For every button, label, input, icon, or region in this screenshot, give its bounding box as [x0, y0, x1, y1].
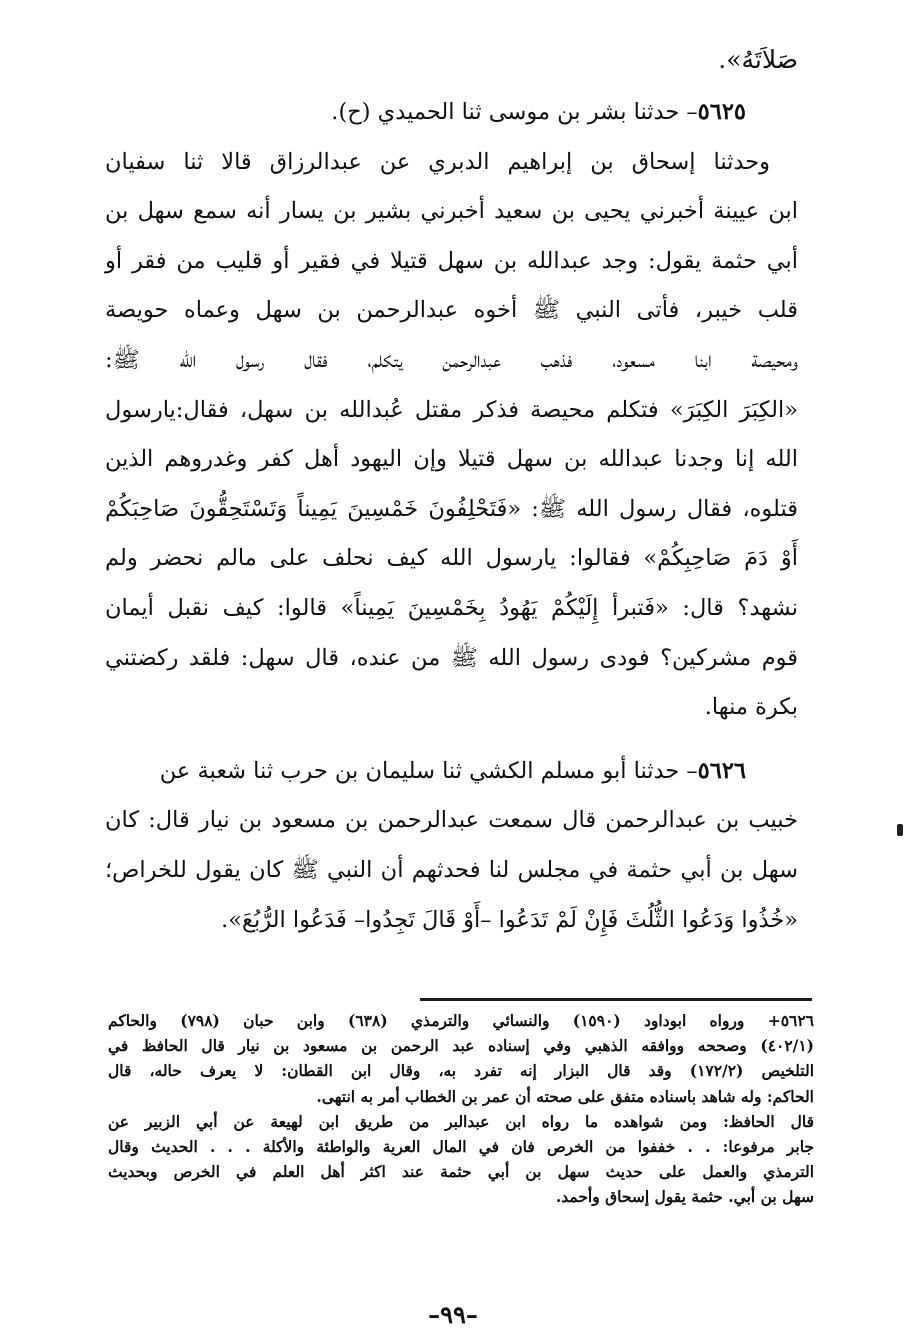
text-line: ومحيصة ابنا مسعود، فذهب عبدالرحمن يتكلم، فقال رسول الله ﷺ: [105, 346, 798, 373]
text-line: وحدثنا إسحاق بن إبراهيم الدبري عن عبدالرزاق قالا ثنا سفيان [105, 148, 770, 175]
scan-speck [897, 824, 903, 836]
page-number: –٩٩– [428, 1300, 478, 1329]
footnote-line: التلخيص (١٧٢/٢) وقد قال البزار إنه تفرد به، وقال ابن القطان: لا يعرف حاله، قال [108, 1061, 814, 1081]
footnote-line: الترمذي والعمل على حديث سهل بن أبي حثمة عند اكثر أهل العلم في الخرص وبحديث [108, 1162, 814, 1182]
footnote-line: سهل بن أبي. حثمة يقول إسحاق وأحمد. [555, 1187, 814, 1207]
hadith-number: ٥٦٢٦ [697, 757, 746, 784]
hadith-number: ٥٦٢٥ [697, 99, 746, 125]
text-line: أَوْ دَمَ صَاحِبِكُمْ» فقالوا: يارسول الله كيف نحلف على مالم نحضر ولم [105, 545, 798, 572]
footnote-line: ٥٦٢٦+ ورواه ابوداود (١٥٩٠) والنسائي والترمذي (٦٣٨) وابن حبان (٧٩٨) والحاكم [108, 1011, 814, 1030]
carryover-text: صَلاَتَهُ». [718, 45, 798, 74]
text-line: الله إنا وجدنا عبدالله بن سهل قتيلا وإن اليهود أهل كفر وغدروهم الذين [105, 446, 798, 473]
footnote-line: جابر مرفوعا: . . خففوا من الخرص فان في المال العرية والواطئة والأكلة . . . الحديث وقال [108, 1136, 814, 1156]
footnote-line: الحاكم: وله شاهد باسناده متفق على صحته أن عمر بن الخطاب أمر به انتهى. [316, 1086, 814, 1106]
text-line: «خُذُوا وَدَعُوا الثُّلُثَ فَإِنْ لَمْ تَدَعُوا –أَوْ قَالَ تَجِدُوا– فَدَعُوا الرُّبُعَ». [221, 906, 798, 933]
main-text [105, 88, 798, 945]
text-line: – حدثنا أبو مسلم الكشي ثنا سليمان بن حرب ثنا شعبة عن [159, 757, 698, 784]
text-line: خبيب بن عبدالرحمن قال سمعت عبدالرحمن بن مسعود بن نيار قال: كان [105, 807, 798, 834]
text-line: أبي حثمة يقول: وجد عبدالله بن سهل قتيلا في فقير أو قليب من فقر أو [105, 247, 798, 274]
text-line: ابن عيينة أخبرني يحيى بن سعيد أخبرني بشير بن يسار أنه سمع سهل بن [105, 198, 798, 225]
footnote-line: (٤٠٢/١) وصححه ووافقه الذهبي وفي إسناده عبد الرحمن بن مسعود بن نيار قال الحافظ في [108, 1036, 814, 1056]
text-line: نشهد؟ قال: «فَتبرأ إِلَيْكُمْ يَهُودُ بِخَمْسِينَ يَمِيناً» قالوا: كيف نقبل أيمان [105, 594, 798, 621]
text-line: قلب خيبر، فأتى النبي ﷺ أخوه عبدالرحمن بن سهل وعماه حويصة [105, 297, 798, 324]
hadith-5625-heading [105, 88, 798, 138]
paragraph-gap [105, 733, 798, 747]
text-line: بكرة منها. [704, 694, 798, 721]
text-line: – حدثنا بشر بن موسى ثنا الحميدي (ح). [331, 99, 698, 125]
footnote [108, 1008, 814, 1210]
text-line: سهل بن أبي حثمة في مجلس لنا فحدثهم أن النبي ﷺ كان يقول للخراص؛ [105, 856, 798, 883]
text-line: قوم مشركين؟ فودى رسول الله ﷺ من عنده، قال سهل: فلقد ركضتني [105, 644, 798, 671]
text-line: «الكِبَرَ الكِبَرَ» فتكلم محيصة فذكر مقتل عُبدالله بن سهل، فقال:يارسول [105, 396, 798, 423]
footnote-separator [420, 998, 812, 1001]
footnote-line: قال الحافظ: ومن شواهده ما رواه ابن عبدالبر من طريق ابن لهيعة عن أبي الزبير عن [108, 1111, 814, 1131]
hadith-5626-heading [105, 747, 798, 797]
text-line: قتلوه، فقال رسول الله ﷺ: «فَتَحْلِفُونَ خَمْسِينَ يَمِيناً وَتَسْتَحِقُّونَ صَاحِبَكُمْ [105, 495, 798, 522]
